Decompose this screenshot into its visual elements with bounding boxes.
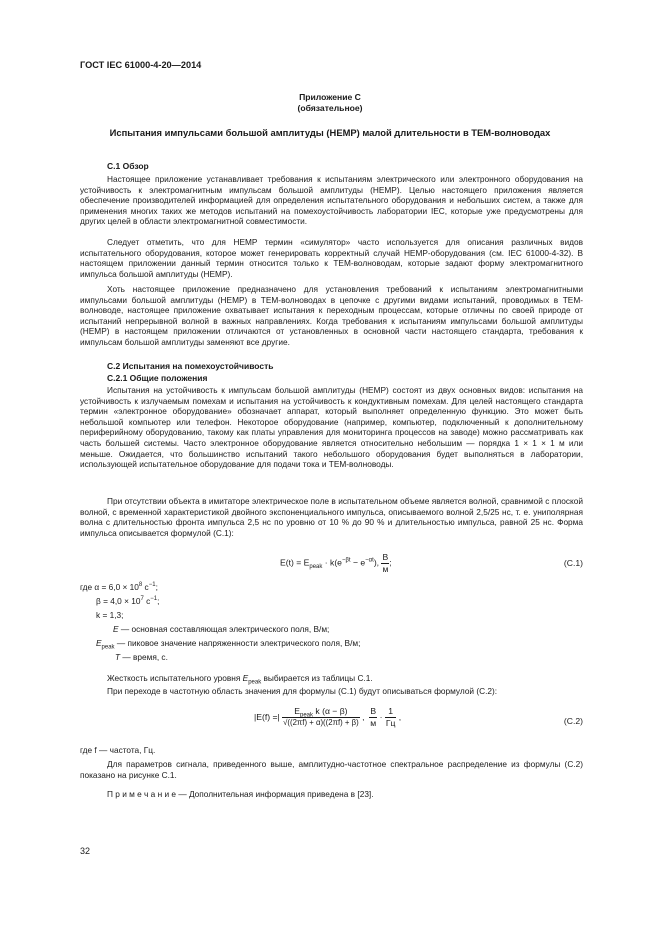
note: П р и м е ч а н и е — Дополнительная информация приведена в [23]. [107,789,374,799]
standard-header: ГОСТ IEC 61000-4-20—2014 [80,60,202,70]
formula-c1: $E(t) = E_{peak} \cdot k(e^{-\beta t} - e^{-\alpha t})$, $\frac{В}{м}$ ; [280,552,392,574]
section-c21-heading: С.2.1 Общие положения [107,373,208,383]
definition-e: E — основная составляющая электрического поля, В/м; [113,624,330,634]
param-beta: $\beta = 4,0 \times 10^7$ $с^{-1}$; [96,596,160,606]
section-c2-heading: С.2 Испытания на помехоустойчивость [107,361,274,371]
param-alpha: где $\alpha = 6,0 \times 10^8$ $с^{-1}$; [80,582,158,592]
paragraph-frequency-domain: При переходе в частотную область значения для формулы (С.1) будут описываться формулой (С.2): [107,686,498,696]
document-title: Испытания импульсами большой амплитуды (HEMP) малой длительности в ТЕМ-волноводах [109,127,551,138]
formula-c2: |E(f) =| $\frac{E_{peak} k (\alpha - \beta)}{√((2\pi f) + \alpha)((2\pi f) + \beta)}$ , $\frac{В}{м}$ · $\frac{1}{Гц}$ , [254,706,402,728]
paragraph-simulator: Следует отметить, что для HEMP термин «симулятор» часто используется для описания различных видов испытательного оборудования, которое может генерировать корректный случай HEMP-оборудования (см. IEC 61000-4-32). В настоящем приложении данный термин относится только к ТЕМ-волноводам, которые задают форму электромагнитного импульса большой амплитуды (HEMP). [80,237,583,279]
definition-t: T — время, с. [115,652,168,662]
formula-c2-unit-1: $\frac{В}{м}$ [370,706,377,728]
annex-title: Приложение С [299,92,361,102]
paragraph-freq-def: где f — частота, Гц. [80,745,156,755]
paragraph-spectrum: Для параметров сигнала, приведенного выше, амплитудно-частотное спектральное распределение из формулы (С.2) показано на рисунке С.1. [80,759,583,780]
param-k: k = 1,3; [96,610,124,620]
annex-status: (обязательное) [297,103,363,113]
equation-number-c2: (С.2) [563,716,583,726]
paragraph-general: Испытания на устойчивость к импульсам большой амплитуды (HEMP) состоят из двух основных видов: испытания на устойчивость к излучаемым помехам и испытания на устойчивость к кондуктивным помехам. Для целей настоящего стандарта термин «электронное оборудование» обозначает аппарат, который выполняет определенную функцию. Это может быть небольшой компьютер или телефон. Некоторое оборудование (например, компьютер, подключенный к дополнительному периферийному оборудованию, такому как платы управления для мониторинга процессов на заводе) можно рассматривать как часть большей системы. Часто электронное оборудование является относительно небольшим — порядка 1 × 1 × 1 м или меньше. Ожидается, что большинство испытаний такого небольшого оборудования будет выполняться в лаборатории, использующей испытательное оборудование для подачи тока и ТЕМ-волноводы. [80,385,583,470]
paragraph-scope: Хоть настоящее приложение предназначено для установления требований к испытаниям электромагнитными импульсами большой амплитуды (HEMP) в ТЕМ-волноводах в цепочке с другими видами испытаний, проводимых в ТЕМ-волноводе, настоящее приложение охватывает испытания к переходным процессам, которые отличны по своей природе от испытаний непрерывной волной в важных направлениях. Когда требования к испытаниям импульсами большой амплитуды (HEMP) в настоящем приложении отличаются от установленных в основной части настоящего стандарта, требования к импульсам большой амплитуды заменяют все другие. [80,284,583,347]
definition-epeak: $E_{peak}$ — пиковое значение напряженности электрического поля, В/м; [96,638,361,651]
equation-number-c1: (С.1) [563,558,583,568]
paragraph-overview: Настоящее приложение устанавливает требования к испытаниям электрического или электронного оборудования на устойчивость к электромагнитным импульсам большой амплитуды (HEMP). Целью настоящего приложения является обеспечение производителей информацией для определения испытательного оборудования и небольших систем, а также для применения многих таких же методов испытаний на помехоустойчивость лаборатории IEC, которые уже предусмотрены для других целей в области электромагнитной совместимости. [80,174,583,227]
unit-fraction: $\frac{В}{м}$ [382,552,389,574]
section-c1-heading: С.1 Обзор [107,161,149,171]
page-number: 32 [80,846,91,856]
paragraph-severity: Жесткость испытательного уровня $E_{peak}$ выбирается из таблицы С.1. [107,673,373,686]
paragraph-pulse-form: При отсутствии объекта в имитаторе электрическое поле в испытательном объеме является волной, сравнимой с плоской волной, с временной характеристикой двойного экспоненциального импульса, описываемого волной 2,5/25 нс, т. е. униполярная волна с длительностью фронта импульса 2,5 нс по уровню от 10 % до 90 % и длительностью импульса, равной 25 нс. Форма импульса описывается формулой (С.1): [80,496,583,538]
formula-c2-main-fraction: $\frac{E_{peak} k (\alpha - \beta)}{√((2\pi f) + \alpha)((2\pi f) + \beta)}$ [283,706,359,727]
formula-c2-unit-2: $\frac{1}{Гц}$ [385,706,396,728]
